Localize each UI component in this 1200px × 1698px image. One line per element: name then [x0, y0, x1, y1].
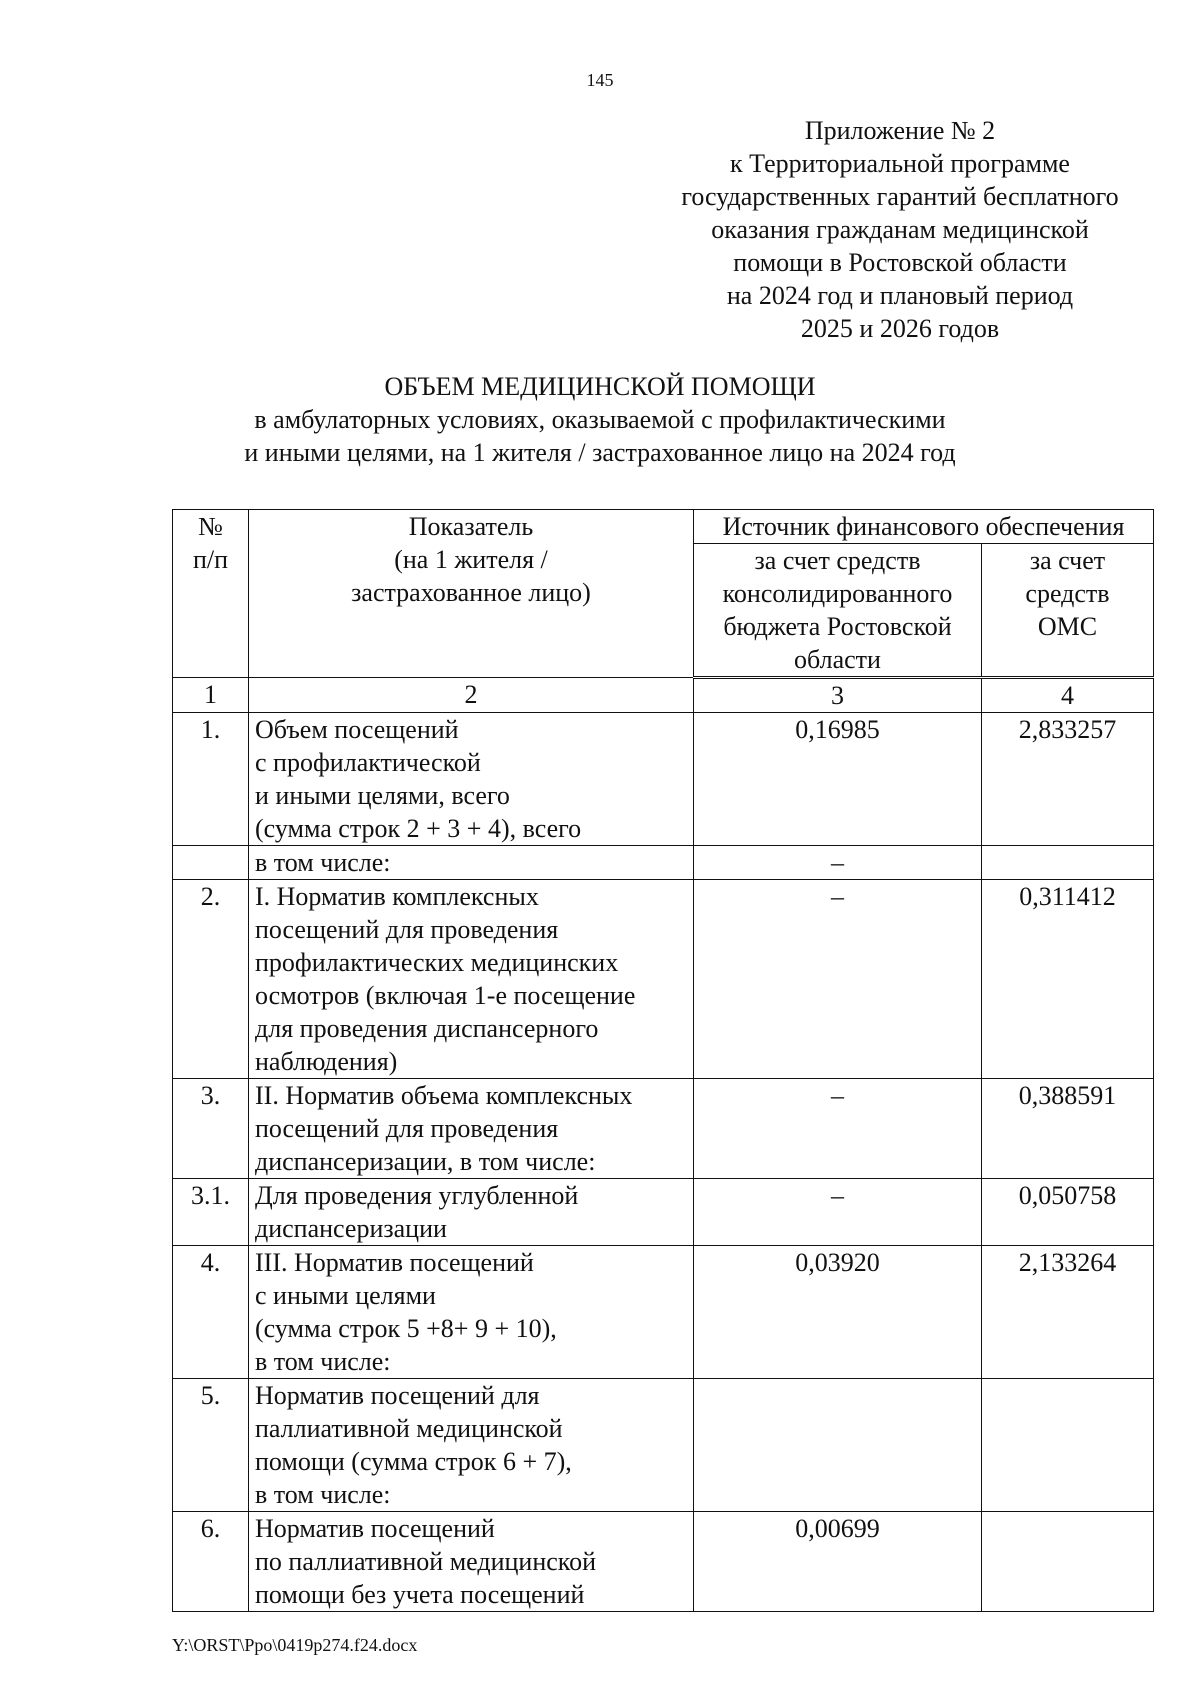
- row-budget-value: –: [694, 1179, 982, 1246]
- appendix-line: на 2024 год и плановый период: [726, 281, 1074, 310]
- table-row: [173, 713, 1154, 846]
- row-oms-value: [982, 1379, 1154, 1512]
- row-indicator: II. Норматив объема комплексных посещений для проведения диспансеризации, в том числе:: [249, 1079, 694, 1179]
- appendix-line: оказания гражданам медицинской: [711, 215, 1089, 244]
- table-row: [173, 1246, 1154, 1379]
- row-budget-value: –: [694, 880, 982, 1079]
- table-row: [173, 1379, 1154, 1512]
- table-row: [173, 846, 1154, 880]
- column-number-row: [173, 678, 1154, 713]
- row-budget-value: [694, 1379, 982, 1512]
- row-indicator: Норматив посещений для паллиативной медицинской помощи (сумма строк 6 + 7), в том числе:: [249, 1379, 694, 1512]
- table-row: [173, 1512, 1154, 1612]
- row-num: 6.: [173, 1512, 249, 1612]
- row-num: 3.1.: [173, 1179, 249, 1246]
- row-num: 5.: [173, 1379, 249, 1512]
- row-num: 2.: [173, 880, 249, 1079]
- row-budget-value: 0,16985: [694, 713, 982, 846]
- column-number: 1: [173, 678, 249, 713]
- row-oms-value: 2,133264: [982, 1246, 1154, 1379]
- header-source-group: Источник финансового обеспечения: [694, 510, 1154, 544]
- title-heading: ОБЪЕМ МЕДИЦИНСКОЙ ПОМОЩИ: [384, 372, 816, 401]
- column-number: 3: [694, 678, 982, 713]
- table-row: [173, 1079, 1154, 1179]
- table-row: [173, 880, 1154, 1079]
- appendix-line: государственных гарантий бесплатного: [681, 182, 1119, 211]
- row-indicator: Для проведения углубленной диспансеризации: [249, 1179, 694, 1246]
- row-indicator: в том числе:: [249, 846, 694, 880]
- column-number: 2: [249, 678, 694, 713]
- row-oms-value: [982, 846, 1154, 880]
- row-indicator: I. Норматив комплексных посещений для проведения профилактических медицинских осмотров (включая 1-е посещение для проведения диспансерного наблюдения): [249, 880, 694, 1079]
- header-oms: за счет средств ОМС: [982, 544, 1154, 678]
- appendix-line: Приложение № 2: [804, 116, 996, 145]
- row-indicator: Норматив посещений по паллиативной медицинской помощи без учета посещений: [249, 1512, 694, 1612]
- row-num: 3.: [173, 1079, 249, 1179]
- row-budget-value: 0,03920: [694, 1246, 982, 1379]
- header-num: № п/п: [173, 510, 249, 678]
- row-budget-value: 0,00699: [694, 1512, 982, 1612]
- row-oms-value: 0,050758: [982, 1179, 1154, 1246]
- volume-table: [172, 509, 1154, 1612]
- row-oms-value: 2,833257: [982, 713, 1154, 846]
- row-budget-value: –: [694, 1079, 982, 1179]
- row-oms-value: [982, 1512, 1154, 1612]
- row-num: 1.: [173, 713, 249, 846]
- appendix-line: 2025 и 2026 годов: [800, 314, 1000, 343]
- document-title: [0, 370, 1200, 469]
- row-indicator: Объем посещений с профилактической и иными целями, всего (сумма строк 2 + 3 + 4), всего: [249, 713, 694, 846]
- header-indicator: Показатель (на 1 жителя / застрахованное лицо): [249, 510, 694, 678]
- row-indicator: III. Норматив посещений с иными целями (сумма строк 5 +8+ 9 + 10), в том числе:: [249, 1246, 694, 1379]
- footer-file-path: Y:\ORST\Ppo\0419p274.f24.docx: [172, 1635, 418, 1655]
- appendix-block: [600, 114, 1200, 345]
- row-oms-value: 0,388591: [982, 1079, 1154, 1179]
- appendix-line: к Территориальной программе: [730, 149, 1070, 178]
- row-oms-value: 0,311412: [982, 880, 1154, 1079]
- header-row: [173, 510, 1154, 544]
- page-number: 145: [586, 70, 614, 90]
- title-subline: и иными целями, на 1 жителя / застрахованное лицо на 2024 год: [244, 438, 956, 467]
- header-budget: за счет средств консолидированного бюджета Ростовской области: [694, 544, 982, 678]
- row-budget-value: –: [694, 846, 982, 880]
- appendix-line: помощи в Ростовской области: [733, 248, 1067, 277]
- row-num: [173, 846, 249, 880]
- title-subline: в амбулаторных условиях, оказываемой с профилактическими: [254, 405, 946, 434]
- table-row: [173, 1179, 1154, 1246]
- row-num: 4.: [173, 1246, 249, 1379]
- column-number: 4: [982, 678, 1154, 713]
